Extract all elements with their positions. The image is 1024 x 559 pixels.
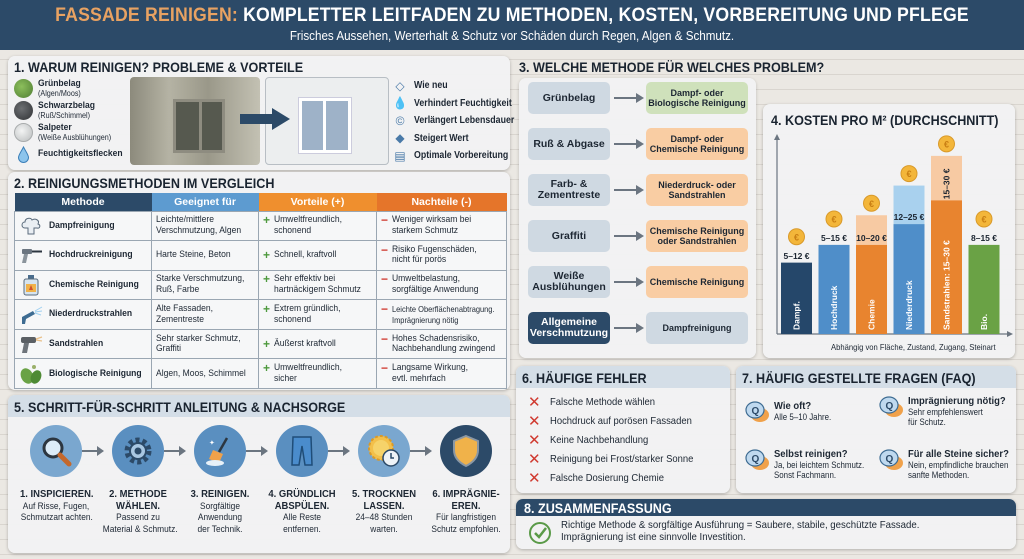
speech-bubble-q-icon xyxy=(744,400,770,424)
steps-row xyxy=(16,425,506,550)
page-header xyxy=(0,0,1024,50)
svg-text:€: € xyxy=(831,214,837,225)
problem-box: Farb- & Zementreste xyxy=(528,174,610,206)
benefit-item: ▤ Optimale Vorbereitung xyxy=(392,147,512,165)
column-header: Vorteile (+) xyxy=(259,193,377,211)
svg-text:Sandstrahlen: 15–30 €: Sandstrahlen: 15–30 € xyxy=(941,240,952,330)
svg-text:€: € xyxy=(793,232,800,243)
svg-text:Q: Q xyxy=(751,454,760,465)
section-title: 5. SCHRITT-FÜR-SCHRITT ANLEITUNG & NACHSORGE xyxy=(14,399,346,415)
methods-table xyxy=(14,193,507,389)
svg-text:Bio.: Bio. xyxy=(979,313,989,330)
window xyxy=(299,98,351,153)
minus-icon: − xyxy=(381,302,389,317)
arrow-right-icon xyxy=(614,92,644,104)
table-row: Hochdruckreinigung Harte Steine, Beton + Schnell, kraftvoll − Risiko Fugenschäden, nicht für porös xyxy=(15,241,507,271)
problem-item: Feuchtigkeitsflecken xyxy=(14,143,132,165)
column-header: Methode xyxy=(15,193,152,211)
broom-icon xyxy=(194,425,246,477)
cross-icon: ✕ xyxy=(528,469,541,487)
chart-x-label: Abhängig von Fläche, Zustand, Zugang, Steinart xyxy=(831,342,996,352)
leaves-icon xyxy=(19,363,43,385)
problems-list xyxy=(14,77,132,165)
mapping-row xyxy=(528,174,748,206)
pressure-washer-gun-icon xyxy=(19,244,43,266)
faq-item: Q Imprägnierung nötig? Sehr empfehlenswert für Schutz. xyxy=(878,395,1018,427)
sparkling-diamond-icon: ◇ xyxy=(395,78,405,93)
section-costs-chart xyxy=(763,104,1015,358)
svg-text:5–12 €: 5–12 € xyxy=(783,250,810,261)
faq-item: Q Für alle Steine sicher? Nein, empfindliche brauchen sanfte Methoden. xyxy=(878,448,1018,480)
problem-box: Grünbelag xyxy=(528,82,610,114)
shield-icon xyxy=(440,425,492,477)
svg-text:Q: Q xyxy=(751,406,760,417)
check-circle-icon xyxy=(528,521,552,545)
benefit-item: © Verlängert Lebensdauer xyxy=(392,112,512,130)
section-common-mistakes xyxy=(516,366,730,493)
cross-icon: ✕ xyxy=(528,450,541,468)
method-box: Chemische Reinigung xyxy=(646,266,748,298)
method-box: Dampf- oder Biologische Reinigung xyxy=(646,82,748,114)
section-title: 8. ZUSAMMENFASSUNG xyxy=(524,500,672,516)
arrow-right-icon xyxy=(614,322,644,334)
mistake-item: ✕ Reinigung bei Frost/starker Sonne xyxy=(528,450,694,468)
diamond-icon: ◆ xyxy=(395,131,405,146)
section-title: 6. HÄUFIGE FEHLER xyxy=(522,370,647,386)
mistake-item: ✕ Keine Nachbehandlung xyxy=(528,431,649,449)
plus-icon: + xyxy=(263,248,271,263)
section-title: 1. WARUM REINIGEN? PROBLEME & VORTEILE xyxy=(14,59,304,75)
section-title: 7. HÄUFIG GESTELLTE FRAGEN (FAQ) xyxy=(742,370,976,386)
rinse-icon xyxy=(276,425,328,477)
page-subtitle: Frisches Aussehen, Werterhalt & Schutz vor Schäden durch Regen, Algen & Schmutz. xyxy=(289,29,735,43)
section-summary xyxy=(516,499,1016,549)
method-box: Dampf- oder Chemische Reinigung xyxy=(646,128,748,160)
faq-item: Q Selbst reinigen? Ja, bei leichtem Schmutz. Sonst Fachmann. xyxy=(744,448,884,480)
column-header: Geeignet für xyxy=(152,193,259,211)
problem-box: Ruß & Abgase xyxy=(528,128,610,160)
water-barrier-icon: 💧 xyxy=(392,96,408,111)
svg-text:Hochdruck: Hochdruck xyxy=(829,285,839,330)
svg-text:12–25 €: 12–25 € xyxy=(893,212,925,223)
section-title: 3. WELCHE METHODE FÜR WELCHES PROBLEM? xyxy=(519,59,825,75)
table-row: Sandstrahlen Sehr starker Schmutz, Graffiti + Äußerst kraftvoll − Hohes Schadensrisiko, Nachbehandlung zwingend xyxy=(15,329,507,359)
hand-coin-icon: © xyxy=(395,113,405,128)
step-item: 4. GRÜNDLICH ABSPÜLEN. Alle Reste entfernen. xyxy=(262,425,342,535)
benefit-item: ◆ Steigert Wert xyxy=(392,130,512,148)
algae-icon xyxy=(14,79,33,98)
table-row: Niederdruckstrahlen Alte Fassaden, Zementreste + Extrem gründlich, schonend − Leichte Oberflächenabtragung. Imprägnierung nötig xyxy=(15,300,507,330)
minus-icon: − xyxy=(381,331,389,346)
svg-text:Niederdruck: Niederdruck xyxy=(904,280,914,330)
page-title: FASSADE REINIGEN: KOMPLETTER LEITFADEN ZU METHODEN, KOSTEN, VORBEREITUNG UND PFLEGE xyxy=(55,5,969,26)
svg-text:Chemie: Chemie xyxy=(866,299,877,330)
problem-item: Grünbelag (Algen/Moos) xyxy=(14,77,132,99)
benefit-item: ◇ Wie neu xyxy=(392,77,512,95)
arrow-right-icon xyxy=(614,184,644,196)
arrow-right-icon xyxy=(240,108,290,130)
svg-text:€: € xyxy=(981,214,987,225)
checklist-icon: ▤ xyxy=(394,148,406,163)
minus-icon: − xyxy=(381,213,389,228)
sandblast-gun-icon xyxy=(19,333,43,355)
benefits-list xyxy=(392,77,515,165)
problem-box: Weiße Ausblühungen xyxy=(528,266,610,298)
section-faq xyxy=(736,366,1016,493)
section-why-clean xyxy=(8,56,515,170)
step-item: 2. METHODE WÄHLEN. Passend zu Material & Schmutz. xyxy=(98,425,178,535)
steam-cloud-icon xyxy=(19,215,43,237)
table-header-row xyxy=(15,193,507,211)
minus-icon: − xyxy=(381,242,389,257)
table-row: Chemische Reinigung Starke Verschmutzung, Ruß, Farbe + Sehr effektiv bei hartnäckigem Schmutz − Umweltbelastung, sorgfältige Anwendung xyxy=(15,270,507,300)
soot-icon xyxy=(14,101,33,120)
summary-text: Richtige Methode & sorgfältige Ausführung = Saubere, stabile, geschützte Fassade. Imprägnierung ist eine sinnvolle Investition. xyxy=(561,519,920,543)
mapping-row xyxy=(528,312,748,344)
arrow-right-icon xyxy=(614,230,644,242)
salt-icon xyxy=(14,123,33,142)
method-box: Niederdruck- oder Sandstrahlen xyxy=(646,174,748,206)
speech-bubble-q-icon xyxy=(878,395,904,419)
cross-icon: ✕ xyxy=(528,431,541,449)
method-box: Dampfreinigung xyxy=(646,312,748,344)
svg-text:€: € xyxy=(906,169,912,180)
method-box: Chemische Reinigung oder Sandstrahlen xyxy=(646,220,748,252)
plus-icon: + xyxy=(263,302,271,317)
sun-clock-icon xyxy=(358,425,410,477)
chemical-canister-icon xyxy=(19,274,43,296)
svg-text:✦: ✦ xyxy=(209,440,215,447)
svg-text:8–15 €: 8–15 € xyxy=(971,232,997,243)
plus-icon: + xyxy=(263,336,271,351)
plus-icon: + xyxy=(263,213,271,228)
benefit-item: 💧 Verhindert Feuchtigkeit xyxy=(392,96,512,111)
mapping-row xyxy=(528,82,748,114)
minus-icon: − xyxy=(381,361,389,376)
speech-bubble-q-icon xyxy=(744,448,770,472)
cost-bar-chart xyxy=(763,104,1015,358)
magnifier-icon xyxy=(30,425,82,477)
svg-text:15–30 €: 15–30 € xyxy=(941,168,952,200)
svg-text:5–15 €: 5–15 € xyxy=(821,232,847,243)
arrow-right-icon xyxy=(614,276,644,288)
speech-bubble-q-icon xyxy=(878,448,904,472)
chart-title: 4. KOSTEN PRO M² (DURCHSCHNITT) xyxy=(771,112,999,128)
svg-text:Q: Q xyxy=(885,454,894,465)
gear-icon xyxy=(112,425,164,477)
mistake-item: ✕ Hochdruck auf porösen Fassaden xyxy=(528,412,692,430)
cross-icon: ✕ xyxy=(528,412,541,430)
svg-text:Dampf.: Dampf. xyxy=(791,301,802,330)
step-item: ✦ 3. REINIGEN. Sorgfältige Anwendung der Technik. xyxy=(180,425,260,535)
mapping-row xyxy=(528,266,748,298)
svg-text:10–20 €: 10–20 € xyxy=(856,232,887,243)
step-item: 6. IMPRÄGNIE- EREN. Für langfristigen Schutz empfohlen. xyxy=(426,425,506,535)
step-item: 5. TROCKNEN LASSEN. 24–48 Stunden warten. xyxy=(344,425,424,535)
problem-box: Graffiti xyxy=(528,220,610,252)
mistake-item: ✕ Falsche Dosierung Chemie xyxy=(528,469,664,487)
faq-item: Q Wie oft? Alle 5–10 Jahre. xyxy=(744,400,884,424)
table-row: Biologische Reinigung Algen, Moos, Schimmel + Umweltfreundlich, sicher − Langsame Wirkung, evtl. mehrfach xyxy=(15,359,507,389)
minus-icon: − xyxy=(381,272,389,287)
section-step-by-step xyxy=(8,395,510,553)
cross-icon: ✕ xyxy=(528,393,541,411)
section-title: 2. REINIGUNGSMETHODEN IM VERGLEICH xyxy=(14,175,275,191)
problem-item: Schwarzbelag (Ruß/Schimmel) xyxy=(14,99,132,121)
water-drop-icon xyxy=(14,145,33,164)
step-item: 1. INSPICIEREN. Auf Risse, Fugen, Schmutzart achten. xyxy=(16,425,96,524)
svg-text:€: € xyxy=(868,198,875,209)
mapping-row xyxy=(528,128,748,160)
section-methods-comparison xyxy=(8,172,510,390)
column-header: Nachteile (-) xyxy=(377,193,507,211)
spray-nozzle-icon xyxy=(19,304,43,326)
arrow-right-icon xyxy=(614,138,644,150)
mapping-row xyxy=(528,220,748,252)
plus-icon: + xyxy=(263,272,271,287)
table-row: Dampfreinigung Leichte/mittlere Verschmutzung, Algen + Umweltfreundlich, schonend − Weniger wirksam bei starkem Schmutz xyxy=(15,211,507,241)
mistake-item: ✕ Falsche Methode wählen xyxy=(528,393,656,411)
window xyxy=(173,99,225,153)
problem-item: Salpeter (Weiße Ausblühungen) xyxy=(14,121,132,143)
svg-text:€: € xyxy=(943,139,950,150)
problem-box: Allgemeine Verschmutzung xyxy=(528,312,610,344)
plus-icon: + xyxy=(263,361,271,376)
svg-text:Q: Q xyxy=(885,401,894,412)
